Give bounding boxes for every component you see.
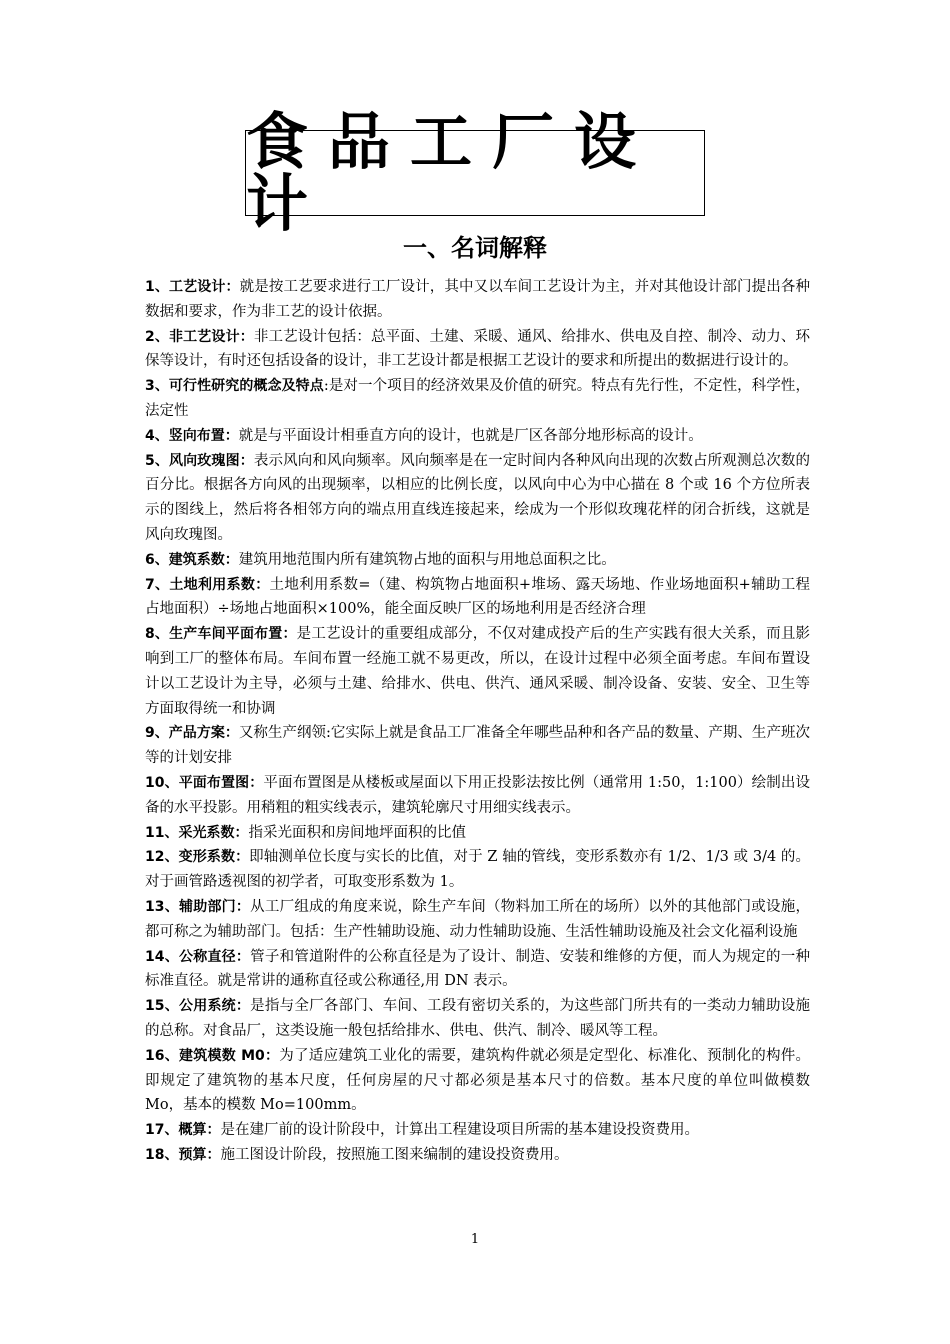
definition-body: 非工艺设计包括：总平面、土建、采暖、通风、给排水、供电及自控、制冷、动力、环保等设计，有时还包括设备的设计，非工艺设计都是根据工艺设计的要求和所提出的数据进行设计的。 [145,328,810,370]
definition-body: 是工艺设计的重要组成部分，不仅对建成投产后的生产实践有很大关系，而且影响到工厂的整体布局。车间布置一经施工就不易更改，所以，在设计过程中必须全面考虑。车间布置设计以工艺设计为主导，必须与土建、给排水、供电、供汽、通风采暖、制冷设备、安装、安全、卫生等方面取得统一和协调 [145,626,810,717]
definition-term: 15、公用系统： [145,998,251,1015]
definition-body: 即轴测单位长度与实长的比值，对于 Z 轴的管线，变形系数亦有 1/2、1/3 或 3/4 的。对于画管路透视图的初学者，可取变形系数为 1。 [145,849,810,891]
definition-item [145,374,810,424]
definition-item [145,449,810,548]
definition-body: 土地利用系数=（建、构筑物占地面积+堆场、露天场地、作业场地面积+辅助工程占地面积）÷场地占地面积×100%，能全面反映厂区的场地利用是否经济合理 [145,576,810,618]
definition-term: 16、建筑模数 M0： [145,1047,280,1064]
definition-body: 是在建厂前的设计阶段中，计算出工程建设项目所需的基本建设投资费用。 [220,1122,699,1139]
document-title: 食品工厂设计 [246,105,657,240]
definition-body: 建筑用地范围内所有建筑物占地的面积与用地总面积之比。 [238,551,616,568]
definition-item [145,895,810,945]
definition-term: 8、生产车间平面布置： [145,626,297,643]
definition-term: 7、土地利用系数： [145,576,270,593]
definition-term: 6、建筑系数： [145,551,239,568]
definition-term: 17、概算： [145,1122,221,1139]
definition-item [145,771,810,821]
definition-body: 从工厂组成的角度来说，除生产车间（物料加工所在的场所）以外的其他部门或设施，都可称之为辅助部门。包括：生产性辅助设施、动力性辅助设施、生活性辅助设施及社会文化福利设施 [145,898,810,940]
definition-item [145,622,810,721]
definition-item [145,845,810,895]
definition-body: 是指与全厂各部门、车间、工段有密切关系的，为这些部门所共有的一类动力辅助设施的总称。对食品厂，这类设施一般包括给排水、供电、供汽、制冷、暖风等工程。 [145,998,810,1039]
definition-body: 指采光面积和房间地坪面积的比值 [248,824,466,841]
definition-item [145,548,810,573]
definition-term: 5、风向玫瑰图： [145,452,254,469]
definition-list [145,275,810,1168]
definition-item [145,424,810,449]
page-number: 1 [470,1232,480,1247]
definition-term: 2、非工艺设计： [145,328,254,345]
definition-body: 就是按工艺要求进行工厂设计，其中又以车间工艺设计为主，并对其他设计部门提出各种数据和要求，作为非工艺的设计依据。 [145,279,810,320]
definition-body: :是对一个项目的经济效果及价值的研究。特点有先行性，不定性，科学性，法定性 [145,378,810,419]
definition-body: 又称生产纲领:它实际上就是食品工厂准备全年哪些品种和各产品的数量、产期、生产班次等的计划安排 [145,725,810,767]
definition-body: 为了适应建筑工业化的需要，建筑构件就必须是定型化、标准化、预制化的构件。即规定了建筑物的基本尺度，任何房屋的尺寸都必须是基本尺寸的倍数。基本尺度的单位叫做模数 Mo，基本的模数 Mo=100mm。 [145,1047,811,1114]
definition-term: 10、平面布置图： [145,774,264,791]
definition-term: 11、采光系数： [145,824,249,841]
definition-item [145,1044,810,1118]
definition-term: 18、预算： [145,1146,221,1163]
definition-body: 就是与平面设计相垂直方向的设计，也就是厂区各部分地形标高的设计。 [238,427,703,444]
definition-item [145,1143,810,1168]
definition-item [145,1118,810,1143]
definition-term: 9、产品方案： [145,725,239,742]
definition-item [145,721,810,771]
section-heading: 一、名词解释 [403,234,547,262]
definition-term: 12、变形系数： [145,849,250,866]
definition-body: 表示风向和风向频率。风向频率是在一定时间内各种风向出现的次数占所观测总次数的百分比。根据各方向风的出现频率，以相应的比例长度，以风向中心为中心描在 8 个或 16 个方位所表示的图线上，然后将各相邻方向的端点用直线连接起来，绘成为一个形似玫瑰花样的闭合折线，这就是风向玫瑰图。 [145,452,810,543]
definition-item [145,994,810,1044]
definition-item [145,821,810,846]
definition-item [145,945,810,995]
definition-body: 平面布置图是从楼板或屋面以下用正投影法按比例（通常用 1:50，1:100）绘制出设备的水平投影。用稍粗的粗实线表示，建筑轮廓尺寸用细实线表示。 [145,774,810,816]
definition-term: 14、公称直径： [145,948,251,965]
definition-term: 1、工艺设计： [145,279,240,295]
definition-item [145,325,810,375]
definition-term: 4、竖向布置： [145,427,239,444]
title-box [245,105,705,240]
definition-term: 13、辅助部门： [145,898,251,915]
definition-item [145,275,810,325]
definition-term: 3、可行性研究的概念及特点 [145,378,324,395]
definition-body: 施工图设计阶段，按照施工图来编制的建设投资费用。 [220,1146,569,1163]
definition-body: 管子和管道附件的公称直径是为了设计、制造、安装和维修的方便，而人为规定的一种标准直径。就是常讲的通称直径或公称通径,用 DN 表示。 [145,948,810,990]
definition-item [145,573,810,623]
